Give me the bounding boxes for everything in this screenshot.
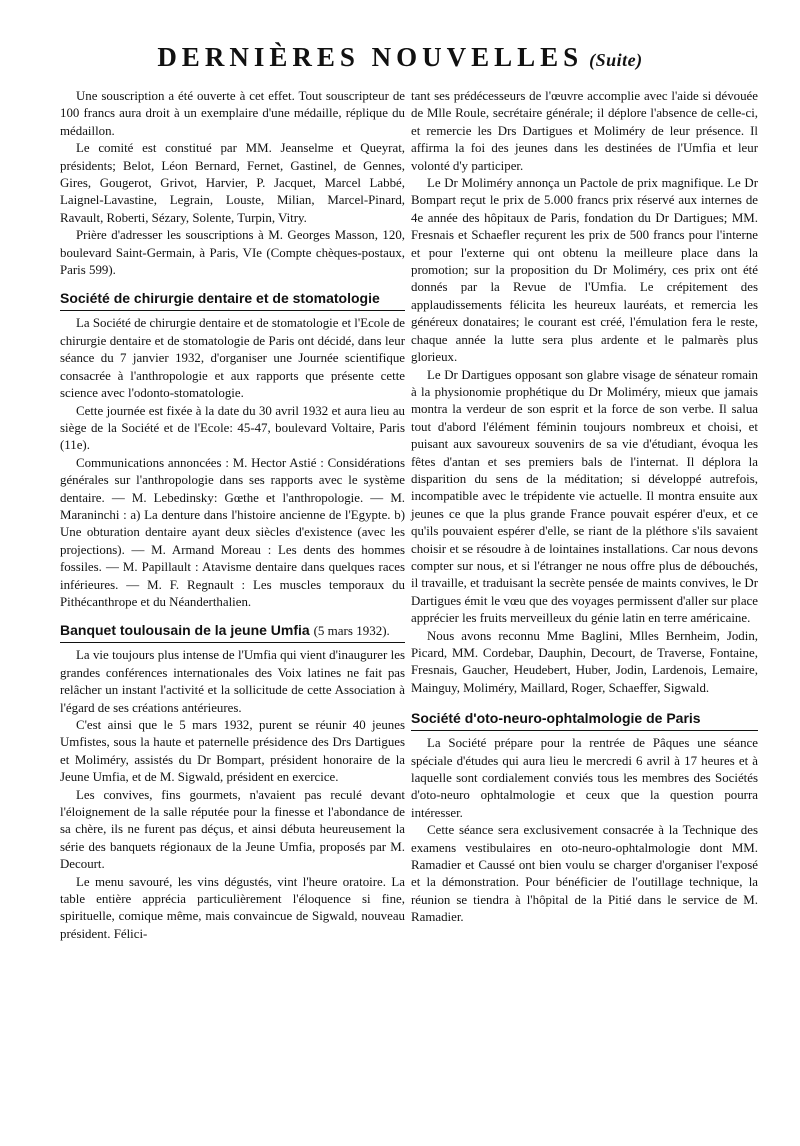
paragraph: Les convives, fins gourmets, n'avaient pas reculé devant l'éloignement de la salle réputée pour la finesse et l'abondance de sa chère, ils ne furent pas déçus, et ainsi débuta heureusement la série des banquets régionaux de la Jeune Umfia, proposés par M. Decourt. [60, 787, 405, 872]
section-date: (5 mars 1932). [313, 623, 390, 639]
paragraph: Le Dr Dartigues opposant son glabre visage de sénateur romain à la physionomie prophétique du Dr Moliméry, mieux que jamais montra la verdeur de son esprit et la force de son verbe. Il salua tout d'abord l'élément féminin toujours nombreux et choisi, et puisant aux savoureux souvenirs de sa vie d'étudiant, évoqua les fêtes d'antan et ses premiers bals de l'internat. Il déplora la disparition du sens de la méditation; si développé autrefois, incompatible avec le trépidente vie actuelle. Il montra ensuite aux jeunes ce que la plus grande France pouvait espérer d'eux, et ce qu'ils pouvaient espérer d'elle, se riant de la pléthore s'ils savaient choisir et se résoudre à de lointaines installations. Car nous devons compter sur nous, et si l'étranger ne nous offre plus de débouchés, il travaille, et traduisant la secrète pensée de maints convives, le Dr Dartigues émit le vœu que des voyages permissent d'aller sur place apprécier les fruits merveilleux du génie latin en terre américaine. [411, 367, 758, 626]
paragraph: Communications annoncées : M. Hector Astié : Considérations générales sur l'anthropologie dans ses rapports avec le système dentaire. — M. Lebedinsky: Gœthe et l'anthropologie. — M. Maraninchi : a) La denture dans l'histoire ancienne de l'Egypte. b) Une obturation dentaire ayant deux siècles d'existence (avec les projections). — M. Armand Moreau : Les dents des hommes fossiles. — M. Papillault : Atavisme dentaire dans quelques races inférieures. — M. F. Regnault : Les muscles temporaux du Pithécanthrope et du Néanderthalien. [60, 455, 405, 609]
header-title: DERNIÈRES NOUVELLES [157, 42, 584, 72]
section-title-oto-neuro: Société d'oto-neuro-ophtalmologie de Paris [411, 710, 701, 727]
paragraph: Le menu savouré, les vins dégustés, vint l'heure oratoire. La table entière apprécia particulièrement l'éloquence si fine, spirituelle, comique même, mais convaincue de Sigwald, nouveau président. Félici- [60, 874, 405, 941]
paragraph: Le Dr Moliméry annonça un Pactole de prix magnifique. Le Dr Bompart reçut le prix de 5.000 francs prix réservé aux internes de 4e année des hôpitaux de Paris, fondation du Dr Dartigues; MM. Fresnais et Schaefler reçurent les prix de 500 francs pour l'interne et pour l'externe qui ont obtenu la meilleure place dans la promotion; sur la proposition du Dr Moliméry, ces prix ont été donnés par la Revue de l'Umfia. Le crépitement des applaudissements félicita les heureux lauréats, et remercia les généreux donataires; le courant est créé, l'émulation fera le reste, chaque année la lutte sera plus ardente et le palmarès plus glorieux. [411, 176, 758, 365]
page-header [0, 42, 800, 82]
paragraph: Cette journée est fixée à la date du 30 avril 1932 et aura lieu au siège de la Société et de l'Ecole: 45-47, boulevard Voltaire, Paris (11e). [60, 403, 405, 453]
section-title-stomatologie: Société de chirurgie dentaire et de stomatologie [60, 290, 380, 307]
paragraph: La vie toujours plus intense de l'Umfia qui vient d'inaugurer les grandes conférences internationales des Voix latines ne fait pas relâcher un instant l'activité et la sollicitude de cette Association à l'égard de ses créations antérieures. [60, 648, 405, 715]
left-column [60, 88, 405, 943]
section-rule [411, 730, 758, 731]
section-rule [60, 642, 405, 643]
paragraph: tant ses prédécesseurs de l'œuvre accomplie avec l'aide si dévouée de Mlle Roule, secrétaire générale; il déplore l'absence de celle-ci, et remercie les Drs Dartigues et Moliméry de leur présence. Il affirma la foi des jeunes dans les destinées de l'Umfia et leur volonté d'y participer. [411, 89, 758, 173]
paragraph: Le comité est constitué par MM. Jeanselme et Queyrat, présidents; Belot, Léon Bernard, Fernet, Gastinel, de Gennes, Gires, Gougerot, Grivot, Harvier, P. Jacquet, Marcel Labbé, Laignel-Lavastine, Legrain, Louste, Milian, Marcel-Pinard, Ravault, Roberti, Sézary, Solente, Turpin, Vitry. [60, 141, 405, 225]
header-suite: (Suite) [589, 50, 643, 70]
paragraph: Une souscription a été ouverte à cet effet. Tout souscripteur de 100 francs aura droit à un exemplaire d'une médaille, réplique du médaillon. [60, 89, 405, 138]
paragraph: Prière d'adresser les souscriptions à M. Georges Masson, 120, boulevard Saint-Germain, à Paris, VIe (Compte chèques-postaux, Paris 599). [60, 228, 405, 278]
paragraph: La Société de chirurgie dentaire et de stomatologie et l'Ecole de chirurgie dentaire et de stomatologie de Paris ont décidé, dans leur séance du 7 janvier 1932, d'organiser une Journée scientifique consacrée à l'anthropologie et aux rapports que présente cette science avec l'odonto-stomatologie. [60, 316, 405, 401]
paragraph: C'est ainsi que le 5 mars 1932, purent se réunir 40 jeunes Umfistes, sous la haute et paternelle présidence des Drs Dartigues et Moliméry, assistés du Dr Bompart, président honoraire de la Jeune Umfia, et de M. Sigwald, président en exercice. [60, 718, 405, 785]
right-column [411, 88, 758, 927]
paragraph: Nous avons reconnu Mme Baglini, Mlles Bernheim, Jodin, Picard, MM. Cordebar, Dauphin, Decourt, de Traverse, Fontaine, Fresnais, Gaucher, Heudebert, Huber, Jodin, Lardenois, Lemaire, Mainguy, Moliméry, Maillard, Roger, Schaeffer, Sigwald. [411, 628, 758, 695]
section-rule [60, 310, 405, 311]
section-title-banquet: Banquet toulousain de la jeune Umfia (5 mars 1932). [60, 622, 390, 639]
paragraph: Cette séance sera exclusivement consacrée à la Technique des examens vestibulaires en oto-neuro-ophtalmologie dont MM. Ramadier et Caussé ont bien voulu se charger d'organiser l'exposé et la démonstration. Pour bénéficier de l'outillage technique, la réunion se tiendra à l'hôpital de la Pitié dans le service de M. Ramadier. [411, 823, 758, 925]
paragraph: La Société prépare pour la rentrée de Pâques une séance spéciale d'études qui aura lieu le mercredi 6 avril à 17 heures et à laquelle sont cordialement conviés tous les membres des Sociétés d'oto-neuro ophtalmologie et ceux que la question pourra intéresser. [411, 736, 758, 820]
